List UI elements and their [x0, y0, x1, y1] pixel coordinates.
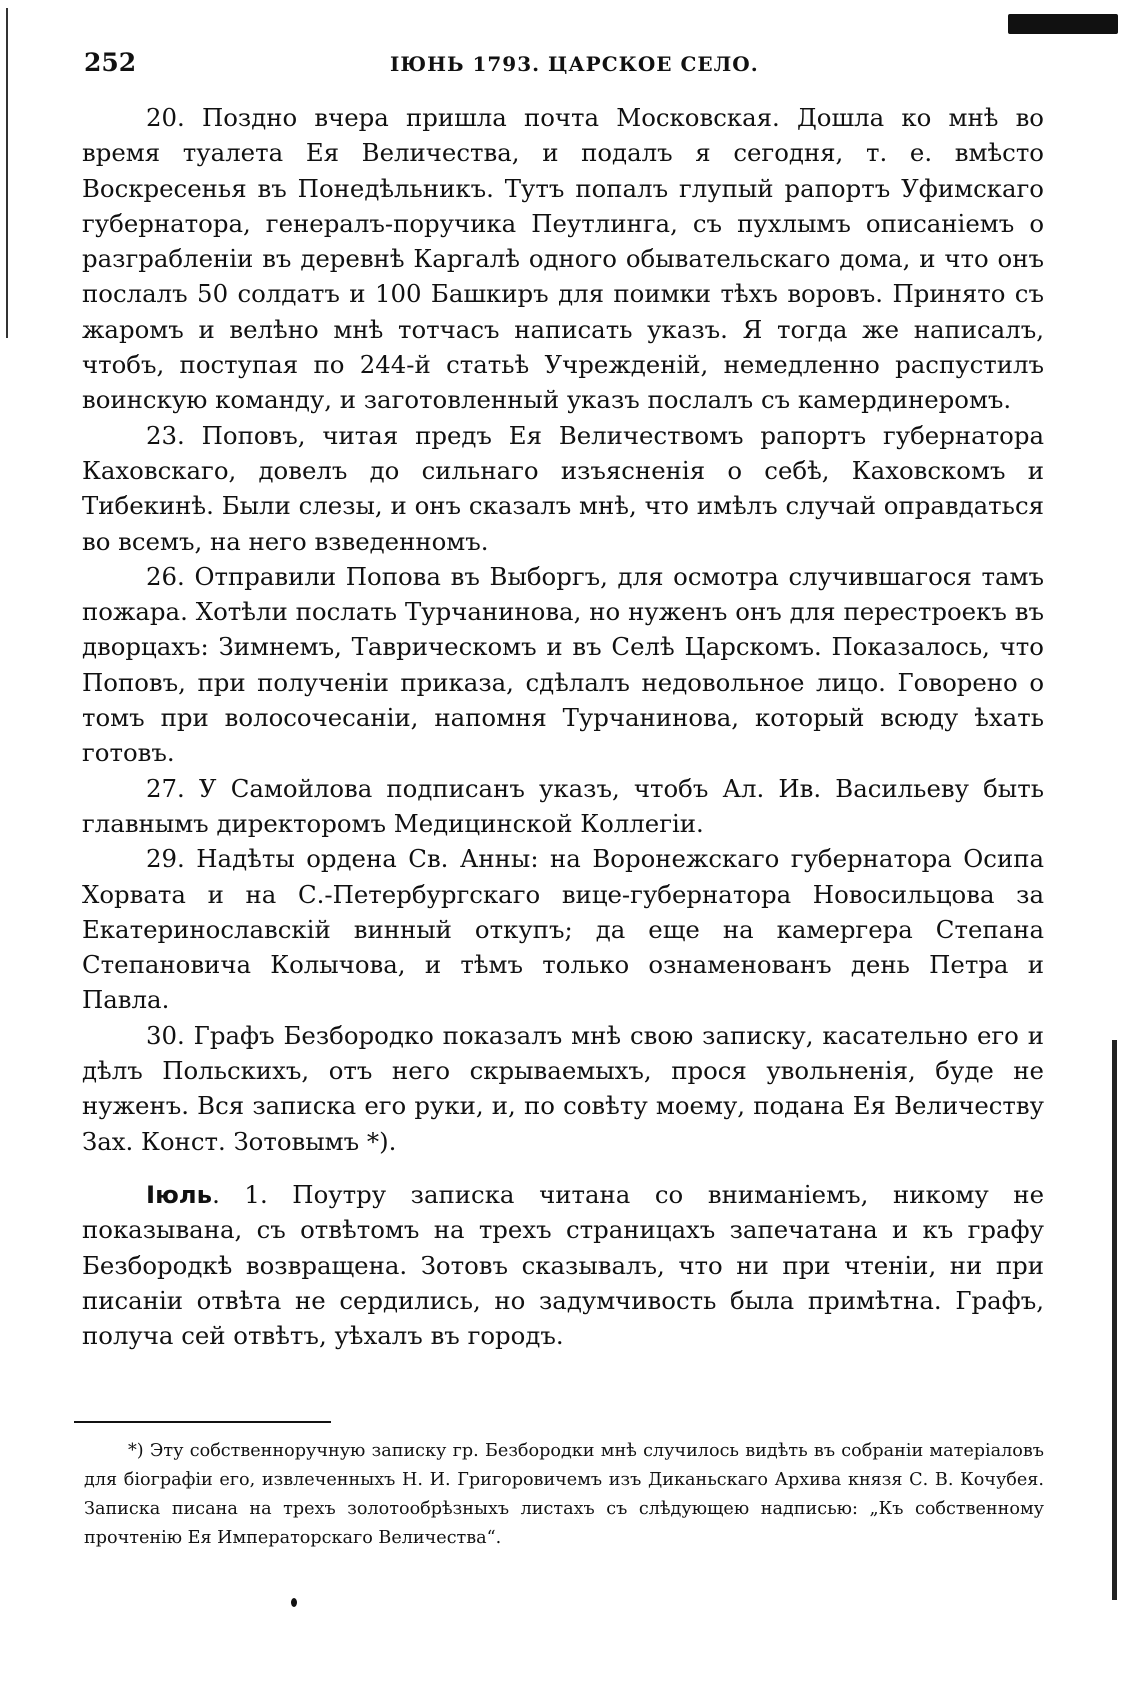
- july-entry: [82, 1177, 1044, 1353]
- footnote: *) Эту собственноручную записку гр. Безбородки мнѣ случилось видѣть въ собраніи матеріаловъ для біографіи его, извлеченныхъ Н. И. Григоровичемъ изъ Диканьскаго Архива князя С. В. Кочубея. Записка писана на трехъ золотообрѣзныхъ листахъ съ слѣдующею надписью: „Къ собственному прочтенію Ея Императорскаго Величества“.: [84, 1441, 1044, 1548]
- footnote-divider: [74, 1421, 331, 1423]
- july-entry-text: . 1. Поутру записка читана со вниманіемъ, никому не показывана, съ отвѣтомъ на трехъ страницахъ запечатана и къ графу Безбородкѣ возвращена. Зотовъ сказывалъ, что ни при чтеніи, ни при писаніи отвѣта не сердились, но задумчивость была примѣтна. Графъ, получа сей отвѣтъ, уѣхалъ въ городъ.: [82, 1179, 1044, 1351]
- entry-paragraph: 29. Надѣты ордена Св. Анны: на Воронежскаго губернатора Осипа Хорвата и на С.-Петербургскаго вице-губернатора Новосильцова за Екатеринославскій винный откупъ; да еще на камергера Степана Степановича Колычова, и тѣмъ только ознаменованъ день Петра и Павла.: [82, 844, 1044, 1015]
- scan-corner-mark: [1008, 14, 1118, 34]
- ink-speck: [291, 1598, 297, 1607]
- page-header: [84, 48, 1044, 88]
- entry-paragraph: 26. Отправили Попова въ Выборгъ, для осмотра случившагося тамъ пожара. Хотѣли послать Турчанинова, но нуженъ онъ для перестроекъ въ дворцахъ: Зимнемъ, Таврическомъ и въ Селѣ Царскомъ. Показалось, что Поповъ, при полученіи приказа, сдѣлалъ недовольное лицо. Говорено о томъ при волосочесаніи, напомня Турчанинова, который всюду ѣхать готовъ.: [82, 561, 1044, 768]
- scan-edge-shadow: [1112, 1040, 1117, 1600]
- entry-paragraph: 30. Графъ Безбородко показалъ мнѣ свою записку, касательно его и дѣлъ Польскихъ, отъ него скрываемыхъ, прося увольненія, буде не нуженъ. Вся записка его руки, и, по совѣту моему, подана Ея Величеству Зах. Конст. Зотовымъ *).: [82, 1020, 1044, 1156]
- entry-paragraph: 23. Поповъ, читая предъ Ея Величествомъ рапортъ губернатора Каховскаго, довелъ до сильнаго изъясненія о себѣ, Каховскомъ и Тибекинѣ. Были слезы, и онъ сказалъ мнѣ, что имѣлъ случай оправдаться во всемъ, на него взведенномъ.: [82, 420, 1044, 556]
- diary-text: [82, 100, 1044, 1353]
- running-head: ІЮНЬ 1793. ЦАРСКОЕ СЕЛО.: [390, 52, 759, 76]
- entry-paragraph: 27. У Самойлова подписанъ указъ, чтобъ Ал. Ив. Васильеву быть главнымъ директоромъ Медицинской Коллегіи.: [82, 773, 1044, 838]
- scan-edge-line: [6, 8, 8, 338]
- month-label: Іюль: [146, 1179, 213, 1209]
- entry-paragraph: 20. Поздно вчера пришла почта Московская. Дошла ко мнѣ во время туалета Ея Величества, и подалъ я сегодня, т. е. вмѣсто Воскресенья въ Понедѣльникъ. Тутъ попалъ глупый рапортъ Уфимскаго губернатора, генералъ-поручика Пеутлинга, съ пухлымъ описаніемъ о разграбленіи въ деревнѣ Каргалѣ одного обывательскаго дома, и что онъ послалъ 50 солдатъ и 100 Башкиръ для поимки тѣхъ воровъ. Принято съ жаромъ и велѣно мнѣ тотчасъ написать указъ. Я тогда же написалъ, чтобъ, поступая по 244-й статьѣ Учрежденій, немедленно распустилъ воинскую команду, и заготовленный указъ послалъ съ камердинеромъ.: [82, 103, 1044, 415]
- page-number: 252: [84, 48, 137, 77]
